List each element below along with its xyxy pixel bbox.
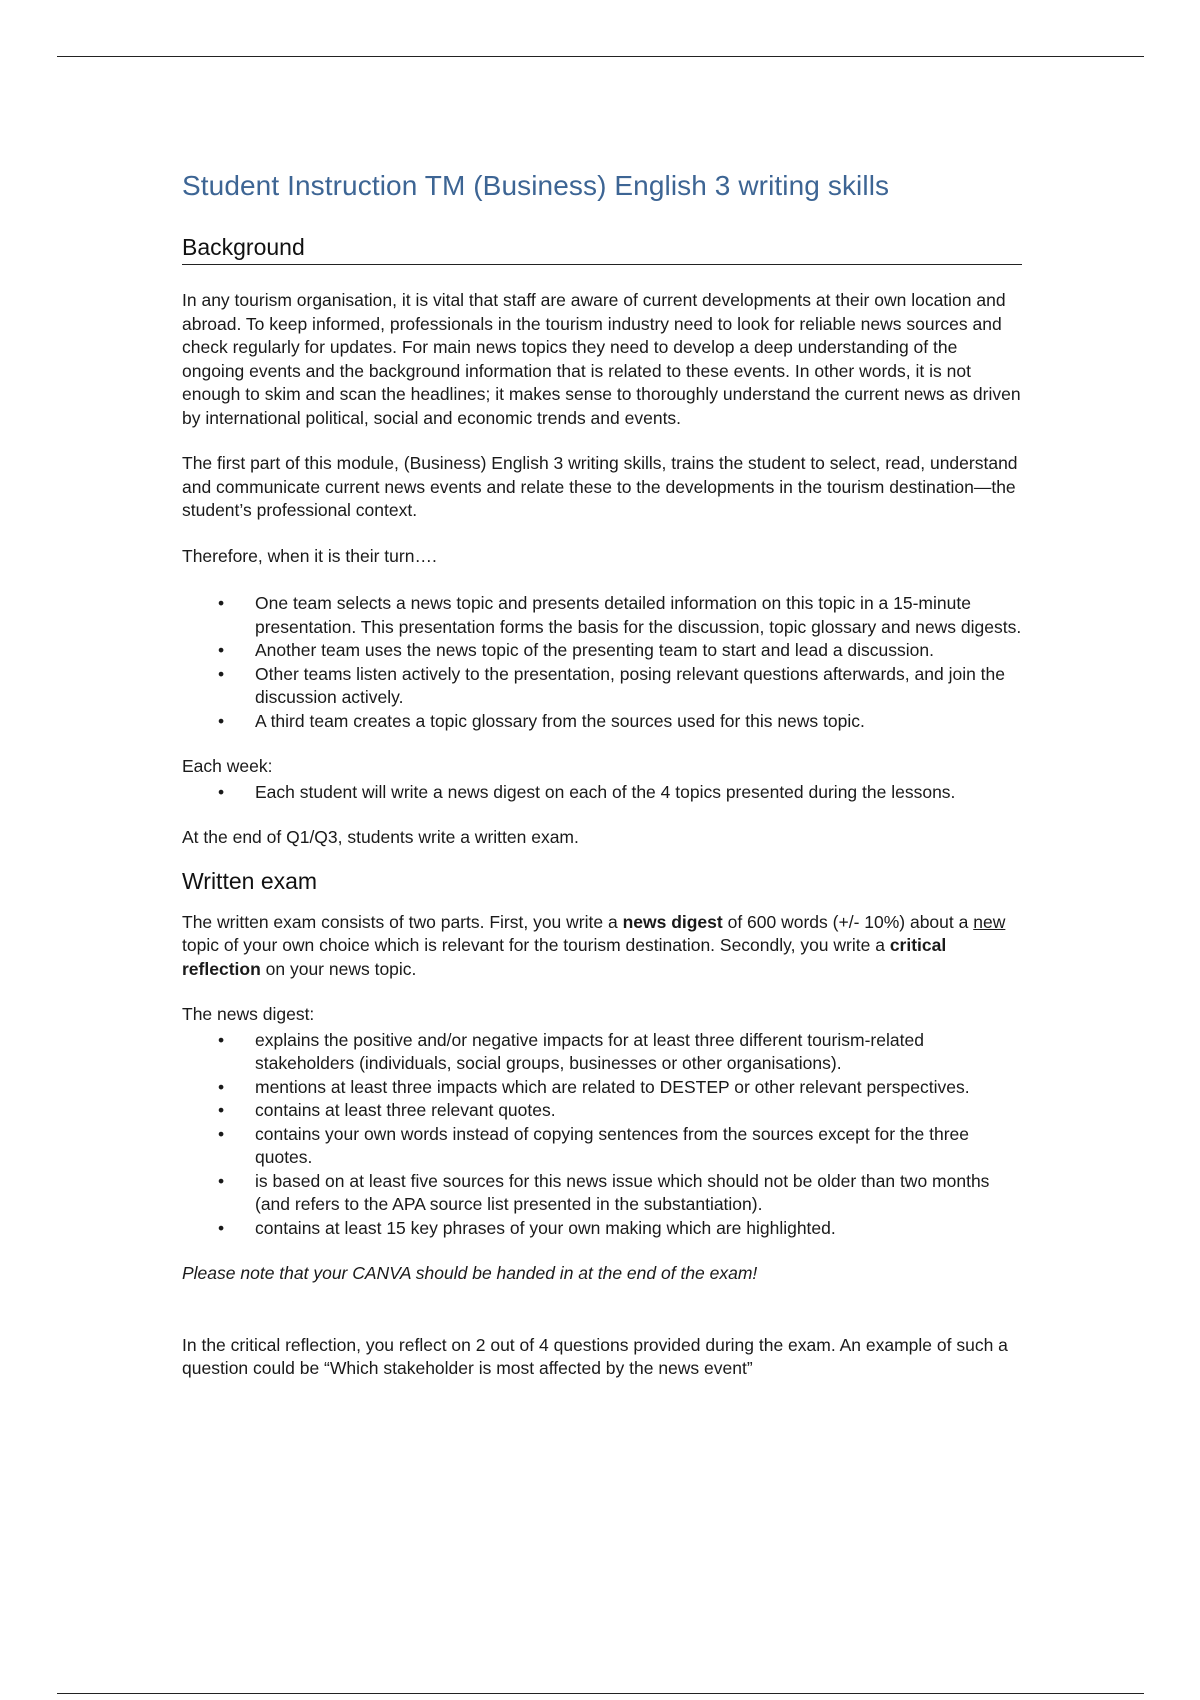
each-week-label: Each week: <box>182 756 273 776</box>
bullet-icon: • <box>218 1170 225 1191</box>
bullet-icon: • <box>218 710 225 731</box>
list-item: • Other teams listen actively to the presentation, posing relevant questions afterwards, and join the discussion actively. <box>218 663 1006 707</box>
bullet-icon: • <box>218 1100 225 1120</box>
background-heading: Background <box>182 234 1022 265</box>
canva-note: Please note that your CANVA should be handed in at the end of the exam! <box>182 1263 758 1283</box>
background-paragraph-1: In any tourism organisation, it is vital that staff are aware of current developments at their own location and abroad. To keep informed, professionals in the tourism industry need to look for reliable news sources and check regularly for updates. For main news topics they need to develop a deep understanding of the ongoing events and the background information that is related to these events. In other words, it is not enough to skim and scan the headlines; it makes sense to thoroughly understand the current news as driven by international political, social and economic trends and events. <box>182 290 1021 428</box>
bullet-icon: • <box>218 1029 225 1050</box>
background-paragraph-3: Therefore, when it is their turn…. <box>182 545 437 566</box>
list-item: • explains the positive and/or negative impacts for at least three different tourism-related stakeholders (individuals, social groups, businesses or other organisations). <box>218 1029 924 1073</box>
document-body <box>182 170 1022 1403</box>
bullet-icon: • <box>218 640 225 660</box>
footer-rule <box>57 1693 1144 1694</box>
digest-list <box>182 1029 1022 1241</box>
document-title: Student Instruction TM (Business) English 3 writing skills <box>182 170 890 201</box>
bullet-icon: • <box>218 1123 225 1144</box>
header-rule <box>57 56 1144 57</box>
list-item: • is based on at least five sources for this news issue which should not be older than two months (and refers to the APA source list presented in the substantiation). <box>218 1170 990 1214</box>
bullet-icon: • <box>218 1217 225 1238</box>
bullet-icon: • <box>218 1076 225 1097</box>
critical-reflection-paragraph: In the critical reflection, you reflect on 2 out of 4 questions provided during the exam. An example of such a question could be “Which stakeholder is most affected by the news event” <box>182 1334 1008 1378</box>
written-exam-heading: Written exam <box>182 867 318 894</box>
list-item: • Another team uses the news topic of the presenting team to start and lead a discussion. <box>255 639 1022 663</box>
list-item: • Each student will write a news digest on each of the 4 topics presented during the lessons. <box>255 781 1022 805</box>
list-item: • A third team creates a topic glossary from the sources used for this news topic. <box>255 710 1022 734</box>
exam-note: At the end of Q1/Q3, students write a written exam. <box>182 827 579 847</box>
list-item: • One team selects a news topic and presents detailed information on this topic in a 15-minute presentation. This presentation forms the basis for the discussion, topic glossary and news digests. <box>218 593 1022 637</box>
list-item: • contains at least 15 key phrases of your own making which are highlighted. <box>255 1217 1022 1241</box>
list-item: • contains at least three relevant quotes. <box>255 1099 1022 1123</box>
bullet-icon: • <box>218 663 225 684</box>
background-paragraph-2: The first part of this module, (Business) English 3 writing skills, trains the student to select, read, understand and communicate current news events and relate these to the developments in the tourism destination—the student’s professional context. <box>182 453 1018 520</box>
turn-list <box>182 592 1022 733</box>
week-list <box>182 781 1022 805</box>
list-item: • mentions at least three impacts which are related to DESTEP or other relevant perspectives. <box>255 1076 1022 1100</box>
digest-label: The news digest: <box>182 1004 315 1024</box>
written-exam-intro: The written exam consists of two parts. First, you write a news digest of 600 words (+/- 10%) about a new topic of your own choice which is relevant for the tourism destination. Secondly, you write a critical reflection on your news topic. <box>182 911 1006 979</box>
list-item: • contains your own words instead of copying sentences from the sources except for the three quotes. <box>218 1123 969 1167</box>
bullet-icon: • <box>218 781 225 802</box>
bullet-icon: • <box>218 593 225 613</box>
